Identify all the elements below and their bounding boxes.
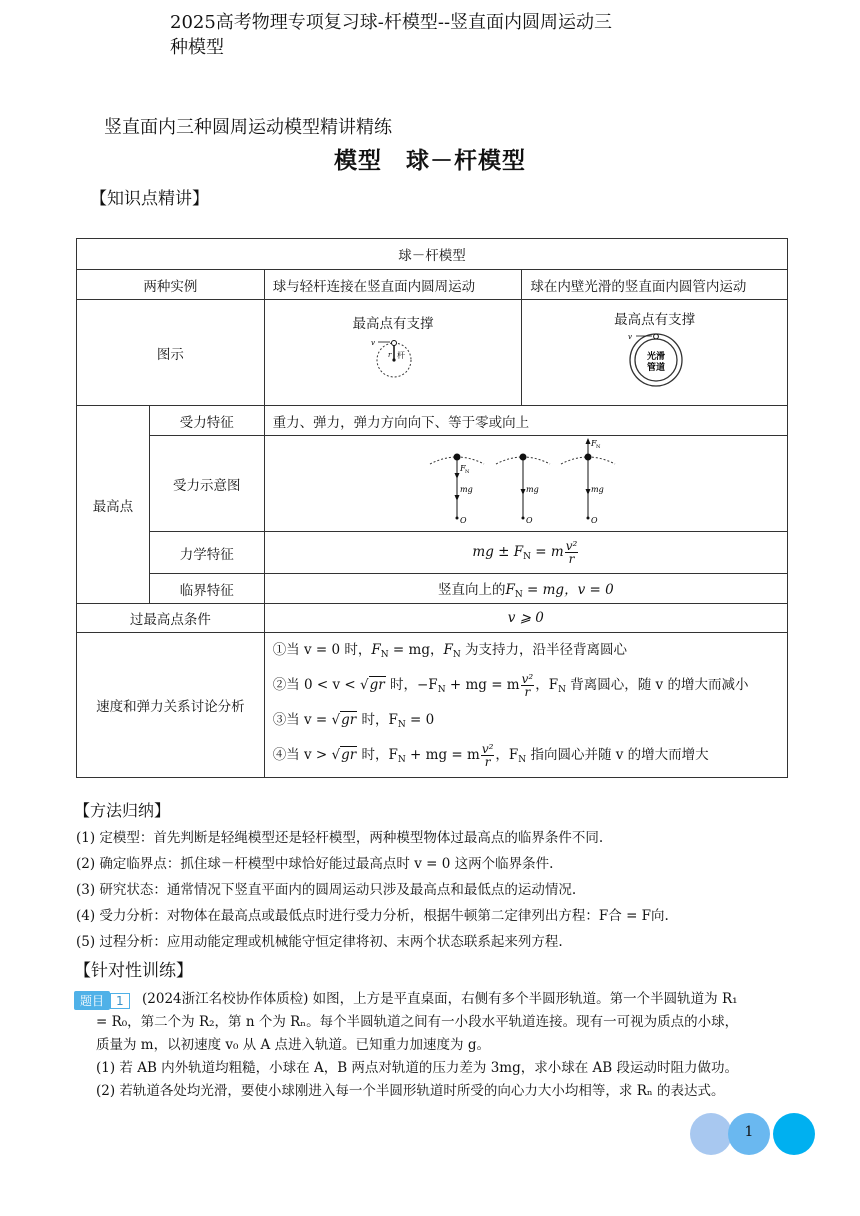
problem-tag-number: 1 <box>110 993 130 1009</box>
figure-tube-cell <box>522 300 788 406</box>
analysis-label: 速度和弹力关系讨论分析 <box>77 633 265 778</box>
examples-label: 两种实例 <box>77 270 265 300</box>
method-item-1: (1) 定模型：首先判断是轻绳模型还是轻杆模型，两种模型物体过最高点的临界条件不同. <box>76 830 604 846</box>
model-table <box>76 238 788 778</box>
document-title: 2025高考物理专项复习球-杆模型--竖直面内圆周运动三种模型 <box>170 12 613 58</box>
method-item-2: (2) 确定临界点：抓住球－杆模型中球恰好能过最高点时 v = 0 这两个临界条件. <box>76 856 554 872</box>
critical-F: F <box>505 581 515 598</box>
problem-tag-label: 题目 <box>74 991 110 1010</box>
mech-num: v² <box>565 539 578 553</box>
figure-label: 图示 <box>77 300 265 406</box>
critical-post: = mg，v = 0 <box>522 581 614 598</box>
knowledge-heading: 【知识点精讲】 <box>90 189 209 209</box>
analysis-case-3: ③当 v = √gr 时，$F_N = 0$ <box>272 712 435 730</box>
method-item-3: (3) 研究状态：通常情况下竖直平面内的圆周运动只涉及最高点和最低点的运动情况. <box>76 882 577 898</box>
diagram1-fn: F <box>459 463 466 473</box>
rod-circle-figure <box>358 336 428 380</box>
mech-eq: = m <box>530 544 564 560</box>
top-point-label: 最高点 <box>77 406 150 604</box>
fig1-rod-label: 杆 <box>397 351 405 360</box>
fig1-v-label: v <box>371 339 375 347</box>
critical-pre: 竖直向上的 <box>437 581 506 598</box>
diagram3-fn-sub: N <box>595 443 601 450</box>
problem-line-1: (2024浙江名校协作体质检) 如图，上方是平直桌面，右侧有多个半圆形轨道。第一个半圆轨道为 R₁ <box>142 991 738 1007</box>
example-rod: 球与轻杆连接在竖直面内圆周运动 <box>264 270 522 300</box>
diagram1-fn-sub: N <box>464 468 470 475</box>
fig1-r-label: r <box>388 351 392 359</box>
method-item-5: (5) 过程分析：应用动能定理或机械能守恒定律将初、末两个状态联系起来列方程. <box>76 934 563 950</box>
mech-lhs: mg ± F <box>472 544 524 560</box>
page-number: 1 <box>744 1124 754 1140</box>
figure-rod-cell <box>264 300 522 406</box>
fig1-caption: 最高点有支撑 <box>352 316 434 332</box>
force-diagram-cell <box>264 436 787 532</box>
diagram3-mg: mg <box>590 484 604 494</box>
force-feature-label: 受力特征 <box>149 406 264 436</box>
problem-line-4: (1) 若 AB 内外轨道均粗糙，小球在 A，B 两点对轨道的压力差为 3mg，求小球在 AB 段运动时阻力做功。 <box>96 1060 738 1076</box>
mech-sub: N <box>523 552 531 562</box>
mech-fraction <box>565 540 579 565</box>
page-number-badge <box>690 1113 815 1155</box>
model-title: 模型 球－杆模型 <box>334 147 526 174</box>
force-diagram-label: 受力示意图 <box>149 436 264 532</box>
diagram1-o: O <box>459 515 467 525</box>
problem-line-2: = R₀，第二个为 R₂，第 n 个为 Rₙ。每个半圆轨道之间有一小段水平轨道连接。现有一可视为质点的小球， <box>96 1014 739 1030</box>
fig2-text-smooth: 光滑 <box>646 352 665 362</box>
method-heading: 【方法归纳】 <box>74 801 171 820</box>
mech-feature-label: 力学特征 <box>149 532 264 574</box>
diagram3-fn: F <box>590 438 597 448</box>
fig2-caption: 最高点有支撑 <box>614 312 696 328</box>
diagram1-mg: mg <box>459 484 473 494</box>
mech-den: r <box>568 552 575 566</box>
force-feature-text: 重力、弹力，弹力方向向下、等于零或向上 <box>264 406 787 436</box>
analysis-cell <box>264 633 787 778</box>
critical-label: 临界特征 <box>149 574 264 604</box>
analysis-case-4: ④当 v > √gr 时，$F_N$ + mg = m $\frac{\text{v²}}{r}$ ，$F_N$ 指向圆心并随 v 的增大而增大 <box>272 742 709 769</box>
diagram2-o: O <box>525 515 533 525</box>
force-diagram <box>426 437 626 527</box>
problem-line-3: 质量为 m，以初速度 v₀ 从 A 点进入轨道。已知重力加速度为 g。 <box>96 1037 490 1053</box>
method-item-4: (4) 受力分析：对物体在最高点或最低点时进行受力分析，根据牛顿第二定律列出方程：F合 = F向. <box>76 908 669 924</box>
fig2-v-label: v <box>627 333 632 341</box>
diagram3-o: O <box>590 515 598 525</box>
tube-circle-figure <box>620 330 690 390</box>
problem-line-5: (2) 若轨道各处均光滑，要使小球刚进入每一个半圆形轨道时所受的向心力大小均相等，求 Rₙ 的表达式。 <box>96 1083 725 1099</box>
critical-sub: N <box>514 589 523 600</box>
example-tube: 球在内壁光滑的竖直面内圆管内运动 <box>522 270 788 300</box>
pass-label: 过最高点条件 <box>77 604 265 633</box>
problem-tag <box>74 990 134 1010</box>
pass-text: v ⩾ 0 <box>264 604 787 633</box>
analysis-case-2: ②当 0 < v < √gr 时，$-F_N$ + mg = m $\frac{\text{v²}}{r}$ ，$F_N$ 背离圆心，随 v 的增大而减小 <box>272 672 749 699</box>
training-heading: 【针对性训练】 <box>74 961 193 981</box>
table-header: 球－杆模型 <box>77 239 788 270</box>
fig2-text-tube: 管道 <box>646 363 665 373</box>
analysis-case-1: ①当 v = 0 时，$F_N$ = mg，$F_N$ 为支持力，沿半径背离圆心 <box>272 642 628 660</box>
section-subtitle: 竖直面内三种圆周运动模型精讲精练 <box>104 117 392 138</box>
mech-feature-formula <box>264 532 787 574</box>
critical-text <box>264 574 787 604</box>
diagram2-mg: mg <box>525 484 539 494</box>
